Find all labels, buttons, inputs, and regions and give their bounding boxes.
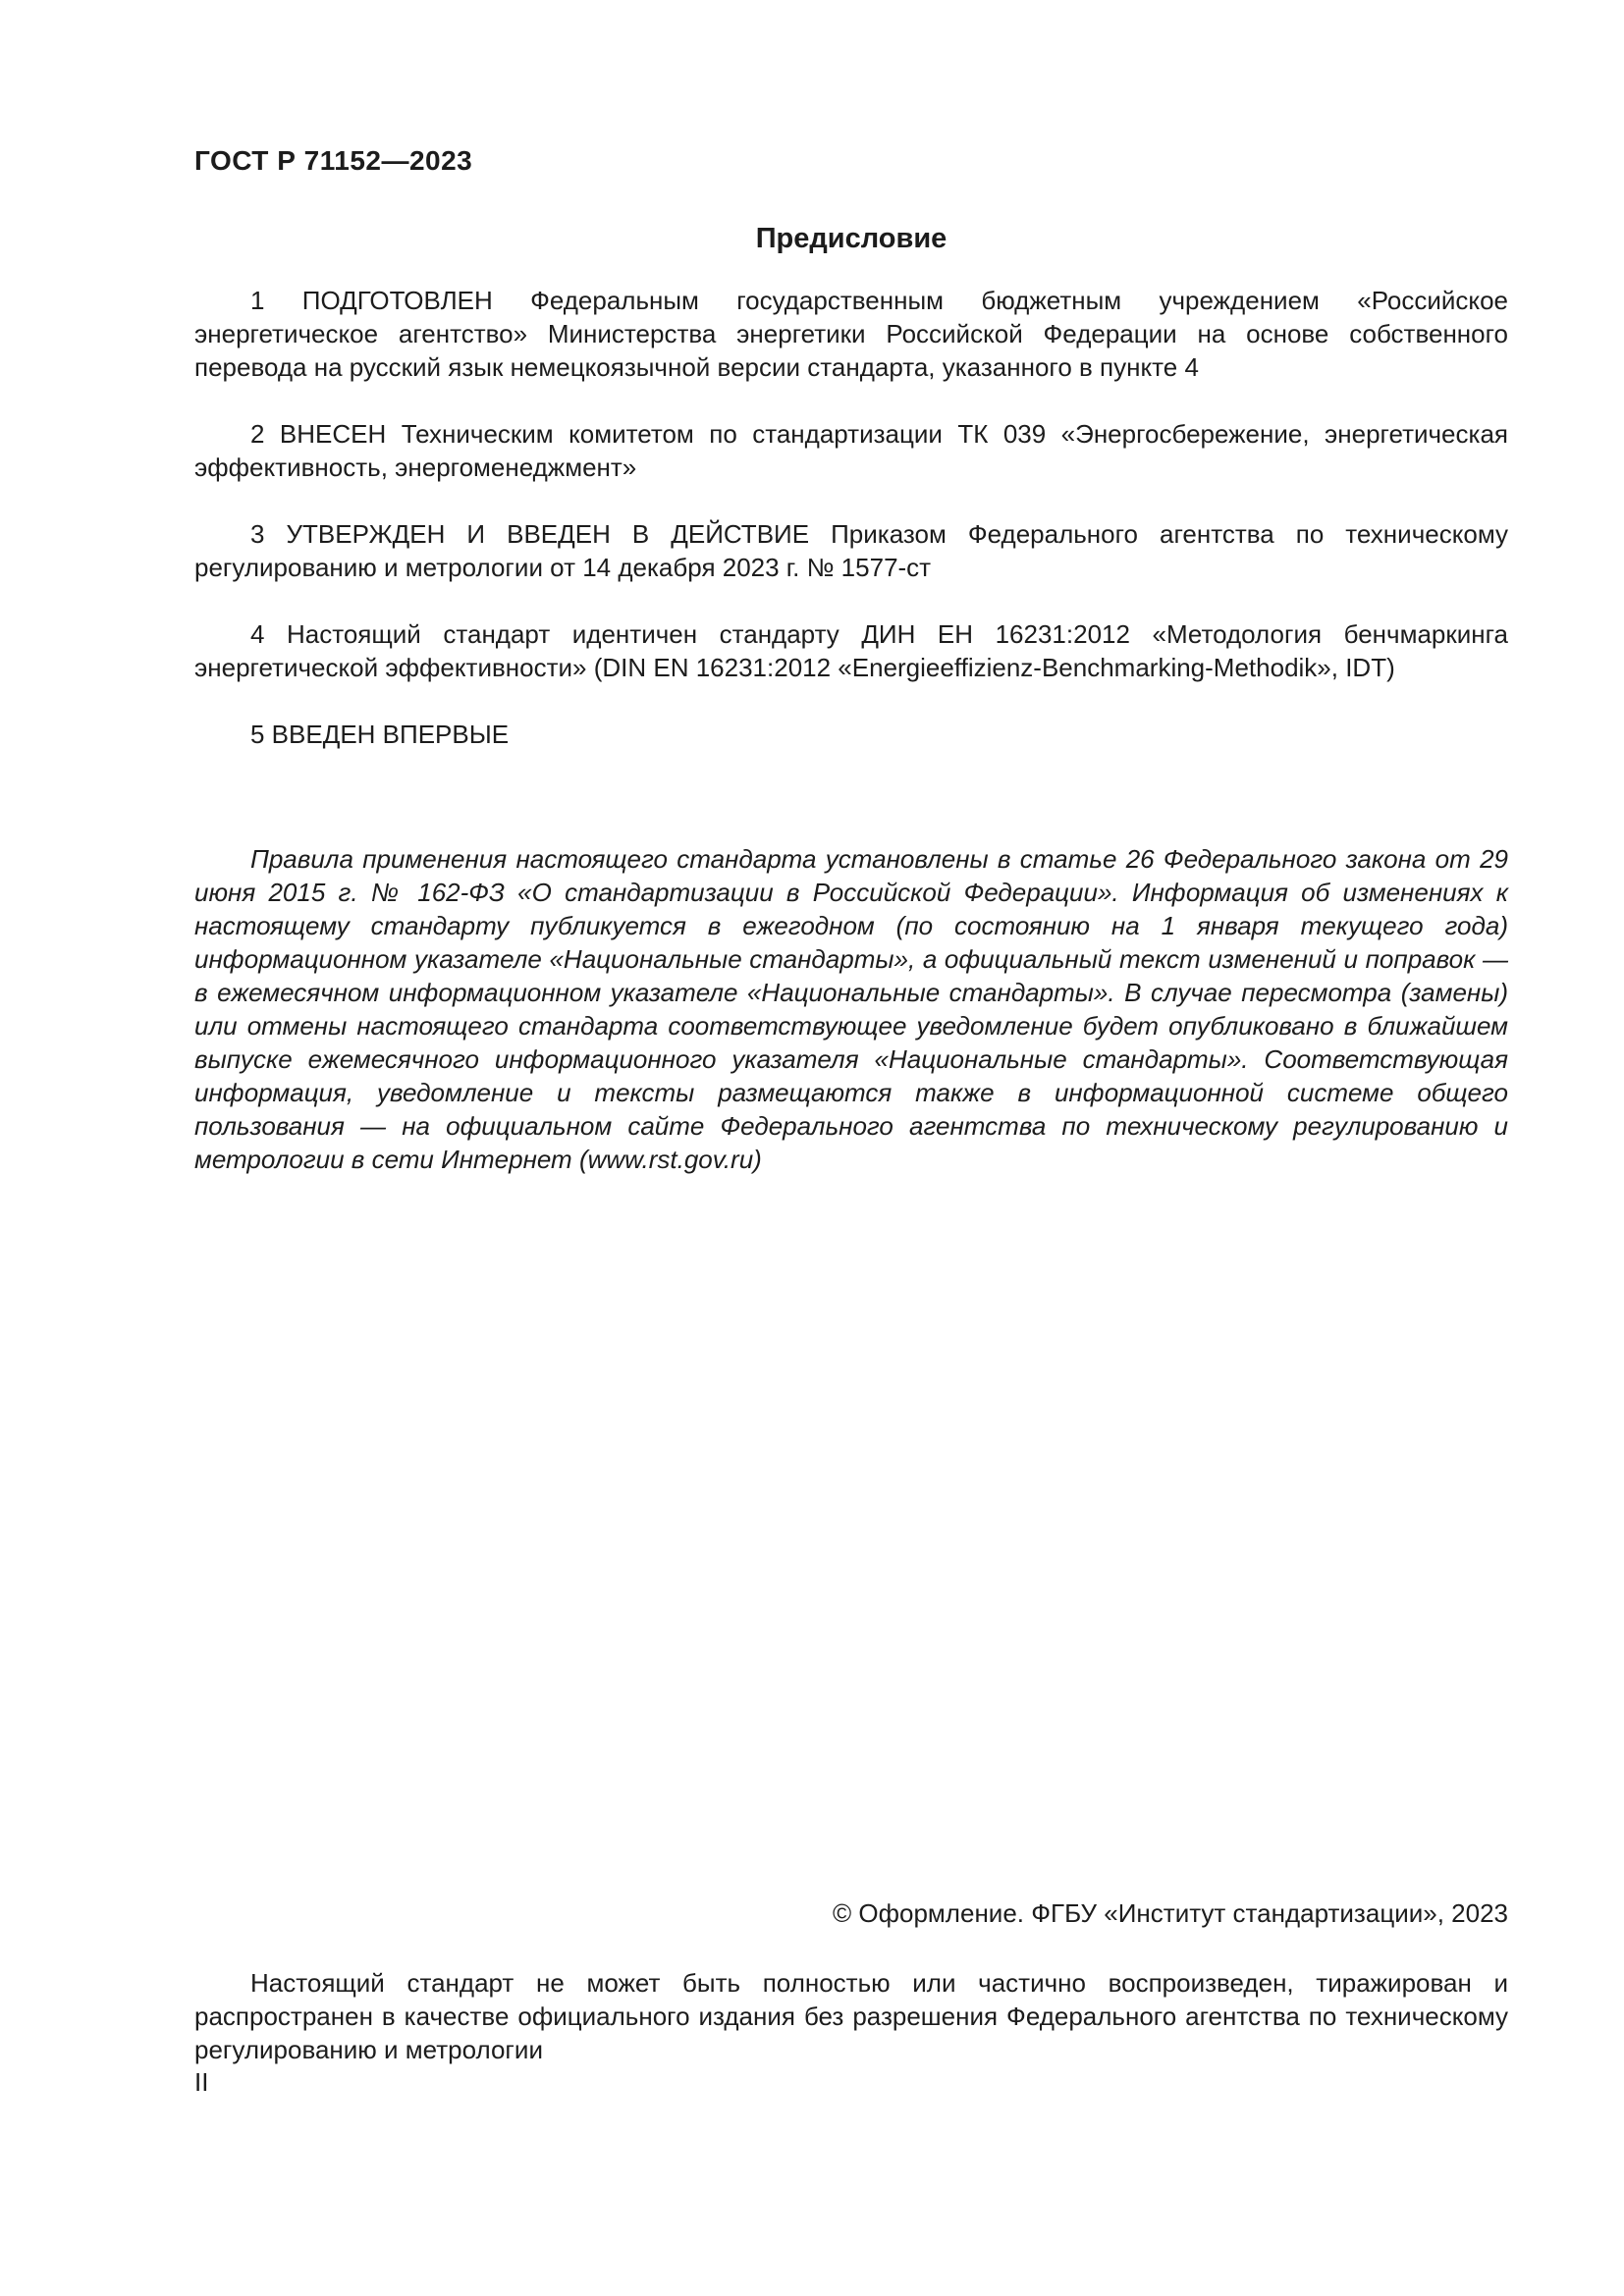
copyright-line: © Оформление. ФГБУ «Институт стандартизации», 2023 <box>833 1898 1508 1928</box>
standard-number: ГОСТ Р 71152—2023 <box>194 145 473 176</box>
foreword-section <box>194 284 1508 784</box>
foreword-item-submitted: 2 ВНЕСЕН Техническим комитетом по стандартизации ТК 039 «Энергосбережение, энергетическая эффективность, энергоменеджмент» <box>194 419 1508 482</box>
foreword-item-approved: 3 УТВЕРЖДЕН И ВВЕДЕН В ДЕЙСТВИЕ Приказом Федерального агентства по техническому регулированию и метрологии от 14 декабря 2023 г. № 1577-ст <box>194 519 1508 582</box>
legal-notice: Правила применения настоящего стандарта установлены в статье 26 Федерального закона от 29 июня 2015 г. № 162-ФЗ «О стандартизации в Российской Федерации». Информация об изменениях к настоящему стандарту публикуется в ежегодном (по состоянию на 1 января текущего года) информационном указателе «Национальные стандарты», а официальный текст изменений и поправок — в ежемесячном информационном указателе «Национальные стандарты». В случае пересмотра (замены) или отмены настоящего стандарта соответствующее уведомление будет опубликовано в ближайшем выпуске ежемесячного информационного указателя «Национальные стандарты». Соответствующая информация, уведомление и тексты размещаются также в информационной системе общего пользования — на официальном сайте Федерального агентства по техническому регулированию и метрологии в сети Интернет (www.rst.gov.ru) <box>194 844 1508 1174</box>
foreword-item-first-introduced: 5 ВВЕДЕН ВПЕРВЫЕ <box>250 720 510 749</box>
foreword-item-prepared: 1 ПОДГОТОВЛЕН Федеральным государственным бюджетным учреждением «Российское энергетическое агентство» Министерства энергетики Российской Федерации на основе собственного перевода на русский язык немецкоязычной версии стандарта, указанного в пункте 4 <box>194 286 1508 382</box>
page-number: II <box>194 2067 209 2097</box>
foreword-item-identical: 4 Настоящий стандарт идентичен стандарту ДИН ЕН 16231:2012 «Методология бенчмаркинга энергетической эффективности» (DIN EN 16231:2012 «Energieeffizienz-Benchmarking-Methodik», IDT) <box>194 619 1508 682</box>
reproduction-notice: Настоящий стандарт не может быть полностью или частично воспроизведен, тиражирован и распространен в качестве официального издания без разрешения Федерального агентства по техническому регулированию и метрологии <box>194 1968 1508 2064</box>
page-title: Предисловие <box>755 223 947 254</box>
